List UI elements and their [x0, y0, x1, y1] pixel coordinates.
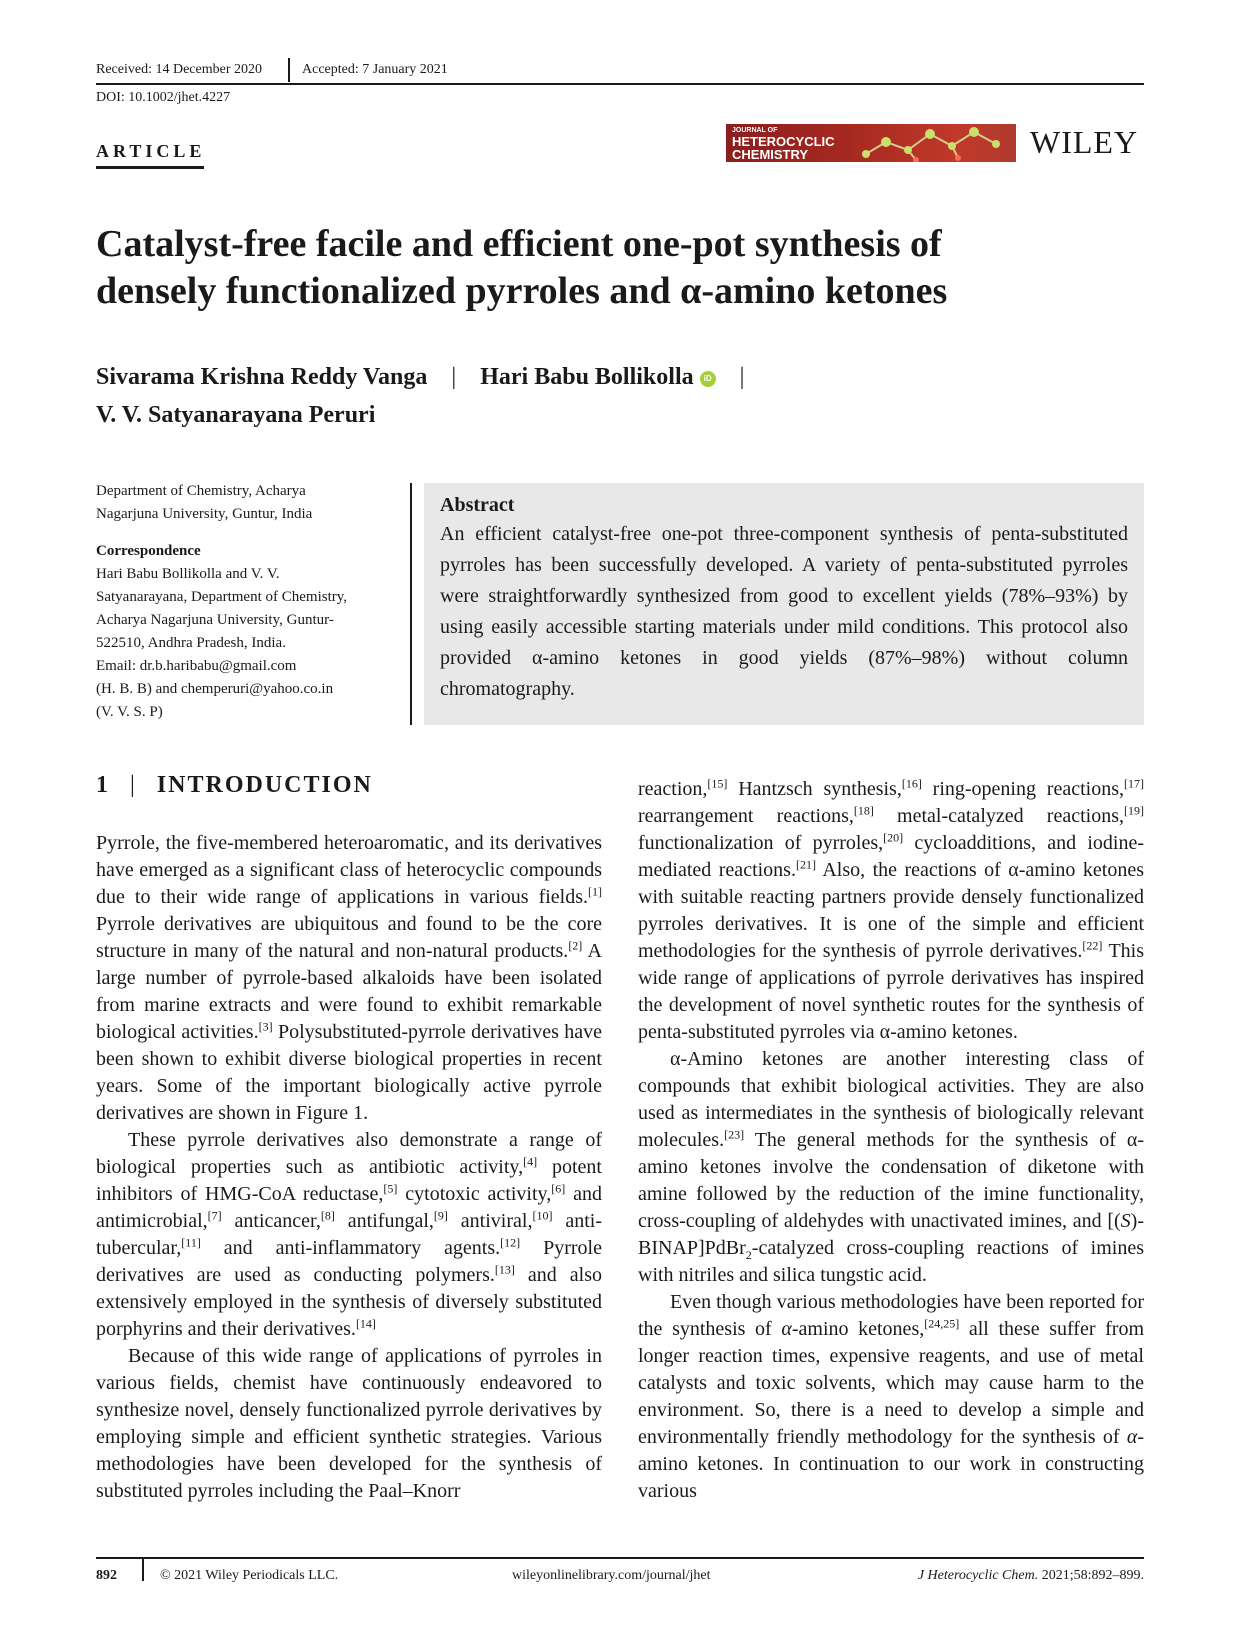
- section-heading: [96, 772, 373, 799]
- header-divider: [288, 58, 290, 82]
- section-number: 1: [96, 772, 110, 798]
- author-3: V. V. Satyanarayana Peruri: [96, 402, 376, 428]
- citation[interactable]: [16]: [901, 776, 922, 791]
- correspondence-line: Acharya Nagarjuna University, Guntur-: [96, 612, 334, 628]
- text-run: -amino ketones,: [791, 1318, 925, 1340]
- abstract-text: An efficient catalyst-free one-pot three-component synthesis of penta-substituted pyrroles has been successfully developed. A variety of penta-substituted pyrroles were straightforwardly synthesized from good to excellent yields (78%–93%) by using easily accessible starting materials under mild conditions. This protocol also provided α-amino ketones in good yields (87%–98%) without column chromatography.: [440, 523, 1128, 700]
- copyright: © 2021 Wiley Periodicals LLC.: [160, 1568, 339, 1583]
- paragraph: [638, 1289, 1144, 1505]
- citation[interactable]: [2]: [568, 938, 583, 953]
- text-run: Hantzsch synthesis,: [727, 778, 902, 800]
- abstract-heading: Abstract: [440, 494, 515, 516]
- article-title: [96, 221, 1146, 315]
- author-separator: |: [739, 364, 745, 390]
- text-run: )-BINAP]PdBr: [638, 1210, 1144, 1259]
- citation[interactable]: [24,25]: [924, 1316, 960, 1331]
- citation[interactable]: [17]: [1124, 776, 1144, 791]
- citation[interactable]: [4]: [523, 1154, 538, 1169]
- text-run: Even though various methodologies have been reported for the synthesis of: [638, 1291, 1144, 1340]
- text-run: ring-opening reactions,: [921, 778, 1124, 800]
- citation[interactable]: [22]: [1082, 938, 1103, 953]
- citation[interactable]: [18]: [853, 803, 874, 818]
- molecule-graphic-icon: [846, 124, 1016, 162]
- text-run: Polysubstituted-pyrrole derivatives have been shown to exhibit diverse biological properties in recent years. Some of the important biologically active pyrrole derivatives are shown in Figure 1.: [96, 1021, 602, 1124]
- citation[interactable]: [12]: [500, 1235, 521, 1250]
- text-run: anti-tubercular,: [96, 1210, 603, 1259]
- citation[interactable]: [19]: [1124, 803, 1144, 818]
- affiliation-block: [96, 480, 396, 724]
- text-run: rearrangement reactions,: [638, 805, 854, 827]
- paragraph: Because of this wide range of applications of pyrroles in various fields, chemist have continuously endeavored to synthesize novel, densely functionalized pyrrole derivatives by employing simple and efficient synthetic strategies. Various methodologies have been developed for the synthesis of substituted pyrroles including the Paal–Knorr: [96, 1345, 602, 1502]
- text-run: Pyrrole derivatives are used as conducting polymers.: [96, 1237, 602, 1286]
- abstract-box: [424, 483, 1144, 725]
- footer-divider: [142, 1559, 144, 1581]
- publisher-logo: WILEY: [1030, 124, 1139, 160]
- header-rule: [96, 83, 1144, 85]
- citation[interactable]: [9]: [433, 1208, 448, 1223]
- text-run: all these suffer from longer reaction times, expensive reagents, and use of metal catalysts and toxic solvents, which may cause harm to the environment. So, there is a need to develop a simple and environmentally friendly methodology for the synthesis of: [638, 1318, 1145, 1448]
- journal-logo-line2: CHEMISTRY: [732, 147, 809, 162]
- text-run: functionalization of pyrroles,: [638, 832, 884, 854]
- doi: DOI: 10.1002/jhet.4227: [96, 90, 231, 105]
- citation[interactable]: [7]: [207, 1208, 222, 1223]
- author-separator: |: [451, 364, 457, 390]
- text-run: -amino ketones. In continuation to our work in constructing various: [638, 1426, 1144, 1502]
- citation[interactable]: [20]: [883, 830, 904, 845]
- text-run: antifungal,: [334, 1210, 434, 1232]
- text-run-italic: α: [1126, 1426, 1138, 1448]
- citation-details: 2021;58:892–899.: [1038, 1568, 1144, 1583]
- orcid-icon[interactable]: iD: [700, 371, 716, 387]
- body-column-right: [638, 776, 1144, 1505]
- text-run: anticancer,: [221, 1210, 321, 1232]
- citation[interactable]: [23]: [724, 1127, 745, 1142]
- text-run: and anti-inflammatory agents.: [200, 1237, 501, 1259]
- author-list: [96, 358, 768, 434]
- article-underline: [96, 166, 204, 169]
- text-run: cytotoxic activity,: [397, 1183, 552, 1205]
- text-run: potent inhibitors of HMG-CoA reductase,: [96, 1156, 602, 1205]
- text-run: Also, the reactions of α-amino ketones with suitable reacting partners provide densely functionalized pyrroles derivatives. It is one of the simple and efficient methodologies for the synthesis of pyrrole derivatives.: [638, 859, 1144, 962]
- text-run: -catalyzed cross-coupling reactions of imines with nitriles and silica tungstic acid.: [638, 1237, 1144, 1286]
- citation[interactable]: [10]: [532, 1208, 553, 1223]
- journal-logo: [726, 124, 1016, 162]
- paragraph: [96, 1127, 602, 1343]
- citation[interactable]: [8]: [320, 1208, 335, 1223]
- correspondence-line: Satyanarayana, Department of Chemistry,: [96, 589, 348, 605]
- citation[interactable]: [3]: [258, 1019, 273, 1034]
- citation[interactable]: [21]: [795, 857, 816, 872]
- citation-footer: [918, 1568, 1144, 1584]
- article-label: ARTICLE: [96, 141, 206, 161]
- paragraph: [638, 1046, 1144, 1289]
- paragraph: [96, 830, 602, 1127]
- text-run: and also extensively employed in the synthesis of diversely substituted porphyrins and their derivatives.: [96, 1264, 603, 1340]
- journal-logo-small: JOURNAL OF: [732, 127, 778, 134]
- footer-rule: [96, 1557, 1144, 1559]
- accepted-date: Accepted: 7 January 2021: [302, 62, 448, 77]
- citation-journal: J Heterocyclic Chem.: [917, 1568, 1039, 1583]
- text-run: metal-catalyzed reactions,: [873, 805, 1124, 827]
- title-line-1: Catalyst-free facile and efficient one-pot synthesis of: [96, 223, 942, 265]
- abstract-left-rule: [410, 483, 412, 725]
- correspondence-heading: Correspondence: [96, 543, 201, 559]
- text-run: These pyrrole derivatives also demonstrate a range of biological properties such as antibiotic activity,: [96, 1129, 602, 1178]
- text-run-italic: S: [1120, 1210, 1131, 1232]
- correspondence-line: (V. V. S. P): [96, 704, 163, 720]
- citation[interactable]: [11]: [181, 1235, 201, 1250]
- text-run: The general methods for the synthesis of α-amino ketones involve the condensation of diketone with amine followed by the reduction of the imine functionality, cross-coupling of aldehydes with unactivated imines, and [(: [638, 1129, 1144, 1232]
- journal-logo-line1: HETEROCYCLIC: [732, 134, 835, 149]
- correspondence-email[interactable]: (H. B. B) and chemperuri@yahoo.co.in: [96, 681, 334, 697]
- text-run: A large number of pyrrole-based alkaloids have been isolated from marine extracts and were found to exhibit remarkable biological activities.: [96, 940, 602, 1043]
- section-separator: |: [130, 772, 137, 798]
- text-run: cycloadditions, and iodine-mediated reactions.: [638, 832, 1144, 881]
- citation[interactable]: [6]: [551, 1181, 566, 1196]
- affiliation-line: Department of Chemistry, Acharya: [96, 483, 306, 499]
- text-run: α-Amino ketones are another interesting class of compounds that exhibit biological activities. They are also used as intermediates in the synthesis of biologically relevant molecules.: [638, 1048, 1144, 1151]
- text-run: reaction,: [638, 778, 708, 800]
- title-line-2: densely functionalized pyrroles and α-amino ketones: [96, 270, 948, 312]
- correspondence-line: Hari Babu Bollikolla and V. V.: [96, 566, 280, 582]
- subscript: 2: [745, 1248, 752, 1262]
- text-run: Pyrrole derivatives are ubiquitous and found to be the core structure in many of the natural and non-natural products.: [96, 913, 602, 962]
- text-run: antiviral,: [447, 1210, 533, 1232]
- text-run: Pyrrole, the five-membered heteroaromatic, and its derivatives have emerged as a significant class of heterocyclic compounds due to their wide range of applications in various fields.: [96, 832, 602, 908]
- author-2: Hari Babu Bollikolla: [480, 364, 694, 390]
- citation[interactable]: [13]: [494, 1262, 515, 1277]
- page-number: 892: [96, 1568, 117, 1583]
- citation[interactable]: [14]: [355, 1316, 376, 1331]
- text-run: and antimicrobial,: [96, 1183, 602, 1232]
- correspondence-email[interactable]: Email: dr.b.haribabu@gmail.com: [96, 658, 297, 674]
- journal-url[interactable]: wileyonlinelibrary.com/journal/jhet: [512, 1568, 711, 1583]
- received-date: Received: 14 December 2020: [96, 62, 262, 77]
- text-run-italic: α: [781, 1318, 792, 1340]
- body-column-left: [96, 830, 602, 1505]
- citation[interactable]: [15]: [707, 776, 728, 791]
- correspondence-line: 522510, Andhra Pradesh, India.: [96, 635, 286, 651]
- paragraph: [638, 776, 1144, 1046]
- author-1: Sivarama Krishna Reddy Vanga: [96, 364, 428, 390]
- section-title: INTRODUCTION: [156, 772, 373, 798]
- citation[interactable]: [1]: [588, 884, 602, 899]
- citation[interactable]: [5]: [383, 1181, 398, 1196]
- affiliation-line: Nagarjuna University, Guntur, India: [96, 506, 313, 522]
- text-run: This wide range of applications of pyrrole derivatives has inspired the development of novel synthetic routes for the synthesis of penta-substituted pyrroles via α-amino ketones.: [638, 940, 1144, 1043]
